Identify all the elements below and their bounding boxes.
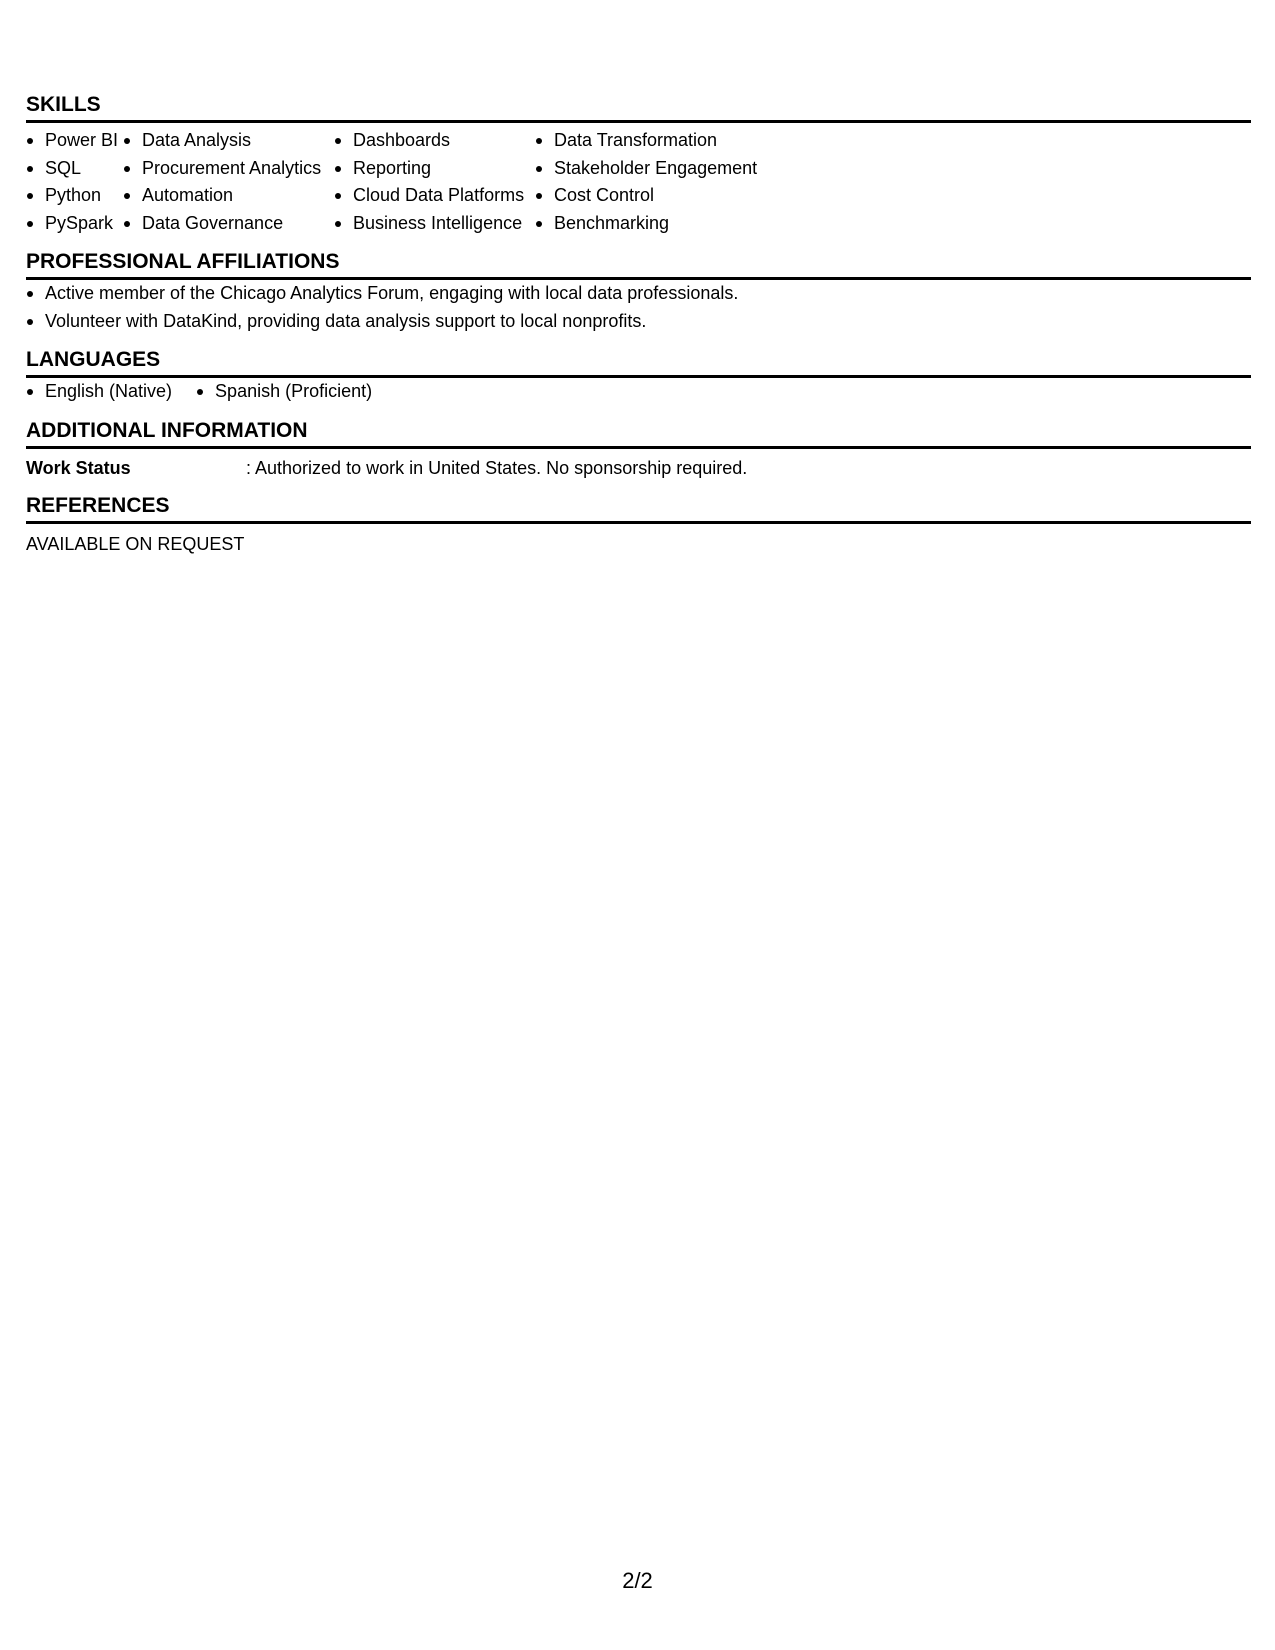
- affiliations-section: [26, 249, 1251, 335]
- skill-item: Data Governance: [123, 210, 334, 238]
- work-status-value: : Authorized to work in United States. No sponsorship required.: [246, 457, 748, 478]
- skills-grid: [26, 123, 1251, 237]
- references-text: AVAILABLE ON REQUEST: [26, 533, 245, 554]
- affiliation-item: Active member of the Chicago Analytics Forum, engaging with local data professionals.: [26, 280, 1251, 308]
- skill-item: Power BI: [26, 127, 123, 155]
- skill-item: Python: [26, 182, 123, 210]
- additional-info-heading: ADDITIONAL INFORMATION: [26, 418, 1251, 449]
- skill-item: Dashboards: [334, 127, 535, 155]
- languages-list: [26, 378, 1251, 406]
- skill-item: SQL: [26, 155, 123, 183]
- affiliations-heading: PROFESSIONAL AFFILIATIONS: [26, 249, 1251, 280]
- skills-column-2: [123, 127, 334, 237]
- skills-column-3: [334, 127, 535, 237]
- language-item: Spanish (Proficient): [196, 378, 372, 406]
- skill-item: Stakeholder Engagement: [535, 155, 775, 183]
- skills-heading: SKILLS: [26, 92, 1251, 123]
- resume-page: [26, 92, 1251, 569]
- skill-item: Cost Control: [535, 182, 775, 210]
- languages-heading: LANGUAGES: [26, 347, 1251, 378]
- affiliations-list: [26, 280, 1251, 335]
- skill-item: Automation: [123, 182, 334, 210]
- skill-item: Procurement Analytics: [123, 155, 334, 183]
- language-item: English (Native): [26, 378, 172, 406]
- skills-column-4: [535, 127, 775, 237]
- skill-item: Data Analysis: [123, 127, 334, 155]
- references-heading: REFERENCES: [26, 493, 1251, 524]
- affiliation-item: Volunteer with DataKind, providing data analysis support to local nonprofits.: [26, 308, 1251, 336]
- work-status-row: [26, 449, 1251, 481]
- skill-item: PySpark: [26, 210, 123, 238]
- page-number: 2/2: [622, 1568, 653, 1593]
- references-section: [26, 493, 1251, 557]
- work-status-label: Work Status: [26, 457, 131, 478]
- skills-section: [26, 92, 1251, 237]
- skills-column-1: [26, 127, 123, 237]
- skill-item: Benchmarking: [535, 210, 775, 238]
- additional-info-section: [26, 418, 1251, 481]
- skill-item: Reporting: [334, 155, 535, 183]
- skill-item: Data Transformation: [535, 127, 775, 155]
- skill-item: Cloud Data Platforms: [334, 182, 535, 210]
- languages-section: [26, 347, 1251, 406]
- skill-item: Business Intelligence: [334, 210, 535, 238]
